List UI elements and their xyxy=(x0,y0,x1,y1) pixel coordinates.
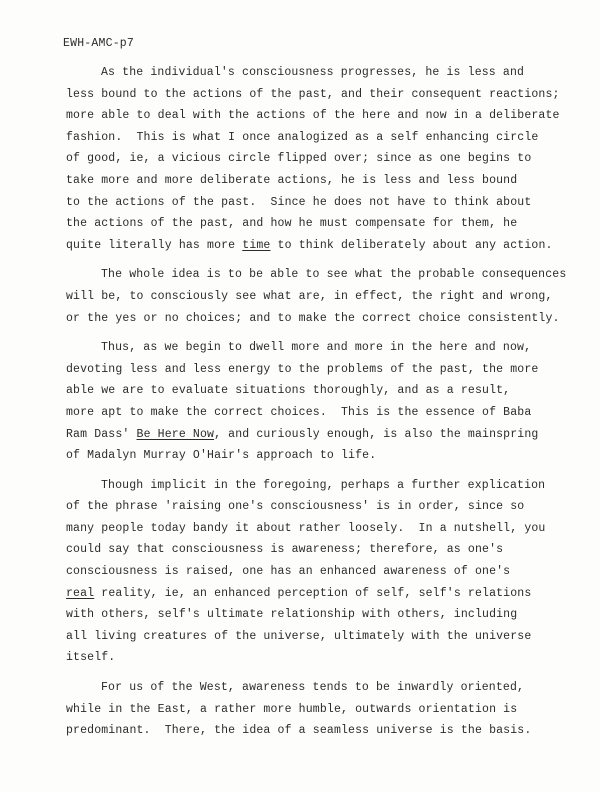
text-line: less bound to the actions of the past, and their consequent reactions; xyxy=(66,87,560,101)
paragraph-4 xyxy=(66,475,586,669)
text-line: all living creatures of the universe, ultimately with the universe xyxy=(66,629,532,643)
text-line: able we are to evaluate situations thoroughly, and as a result, xyxy=(66,384,511,398)
text-line: take more and more deliberate actions, he is less and less bound xyxy=(66,173,518,187)
text-line: will be, to consciously see what are, in effect, the right and wrong, xyxy=(66,289,553,303)
text-line: or the yes or no choices; and to make the correct choice consistently. xyxy=(66,311,560,325)
underlined-word: real xyxy=(66,586,95,600)
text-line: of good, ie, a vicious circle flipped over; since as one begins to xyxy=(66,152,532,166)
text-line: of Madalyn Murray O'Hair's approach to life. xyxy=(66,449,377,463)
text-line: more able to deal with the actions of the here and now in a deliberate xyxy=(66,109,560,123)
text-line xyxy=(66,583,586,605)
text-line: The whole idea is to be able to see what the probable consequences xyxy=(101,268,567,282)
text-line: Thus, as we begin to dwell more and more in the here and now, xyxy=(101,341,532,355)
paragraph-1 xyxy=(66,62,586,256)
text-line: predominant. There, the idea of a seamless universe is the basis. xyxy=(66,724,532,738)
paragraph-2 xyxy=(66,264,586,329)
text-line: fashion. This is what I once analogized as a self enhancing circle xyxy=(66,130,539,144)
underlined-word: time xyxy=(242,238,271,252)
text-line: devoting less and less energy to the problems of the past, the more xyxy=(66,362,539,376)
text-line: to the actions of the past. Since he does not have to think about xyxy=(66,195,532,209)
text-line xyxy=(66,424,586,446)
text-line: As the individual's consciousness progresses, he is less and xyxy=(101,66,525,79)
text-segment: to think deliberately about any action. xyxy=(270,238,553,252)
text-segment: quite literally has more xyxy=(66,238,243,252)
text-line xyxy=(66,235,586,257)
page-body xyxy=(66,62,586,750)
text-line: of the phrase 'raising one's consciousness' is in order, since so xyxy=(66,500,525,514)
text-line: consciousness is raised, one has an enhanced awareness of one's xyxy=(66,565,511,579)
text-segment: reality, ie, an enhanced perception of self, self's relations xyxy=(94,586,532,600)
page-header: EWH-AMC-p7 xyxy=(63,37,135,50)
text-line: with others, self's ultimate relationship with others, including xyxy=(66,608,518,622)
text-segment: Ram Dass' xyxy=(66,427,137,441)
text-line: itself. xyxy=(66,651,116,665)
text-line: could say that consciousness is awareness; therefore, as one's xyxy=(66,543,504,557)
text-line: more apt to make the correct choices. This is the essence of Baba xyxy=(66,405,532,419)
text-line: many people today bandy it about rather loosely. In a nutshell, you xyxy=(66,521,546,535)
text-line: the actions of the past, and how he must compensate for them, he xyxy=(66,217,518,231)
paragraph-3 xyxy=(66,337,586,467)
paragraph-5 xyxy=(66,677,586,742)
underlined-title: Be Here Now xyxy=(136,427,215,441)
text-line: while in the East, a rather more humble, outwards orientation is xyxy=(66,702,518,716)
text-line: For us of the West, awareness tends to be inwardly oriented, xyxy=(101,681,525,695)
text-segment: , and curiously enough, is also the mainspring xyxy=(214,427,539,441)
text-line: Though implicit in the foregoing, perhaps a further explication xyxy=(101,478,546,492)
